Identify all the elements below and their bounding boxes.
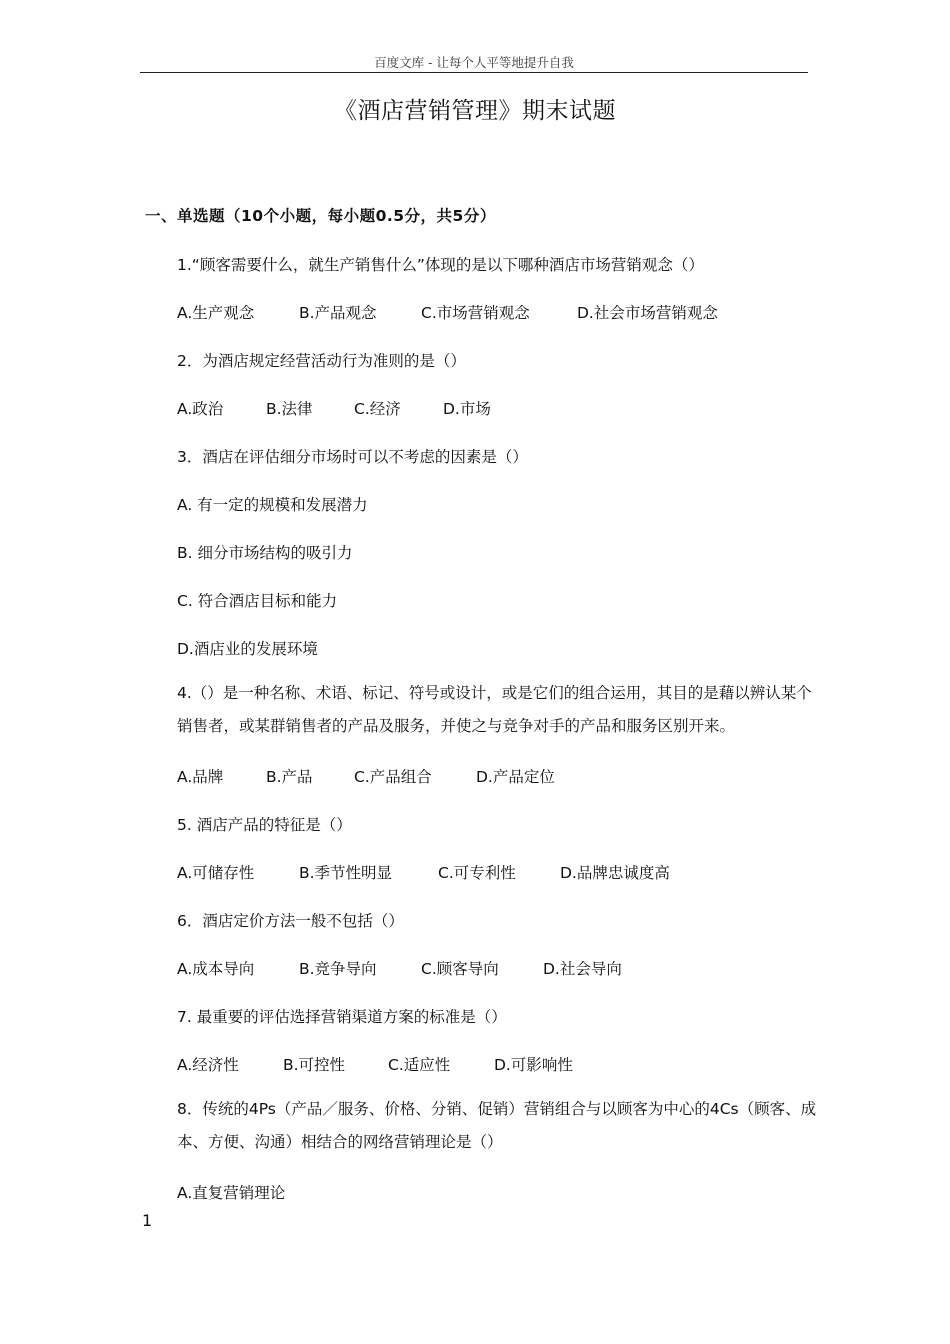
page-header: 百度文库 - 让每个人平等地提升自我	[140, 54, 808, 73]
question-4-options	[177, 765, 555, 787]
option-a: A.成本导向	[177, 960, 255, 978]
option-b: B.产品	[266, 768, 313, 786]
option-c: C.顾客导向	[421, 960, 499, 978]
option-d: D.市场	[443, 400, 491, 418]
question-3-option-c: C. 符合酒店目标和能力	[177, 592, 338, 610]
option-b: B.季节性明显	[299, 864, 393, 882]
option-a: A.可储存性	[177, 864, 255, 882]
question-7: 7. 最重要的评估选择营销渠道方案的标准是（）	[177, 1008, 507, 1026]
question-3-option-b: B. 细分市场结构的吸引力	[177, 544, 353, 562]
document-title: 《酒店营销管理》期末试题	[334, 98, 616, 124]
option-d: D.社会导向	[543, 960, 622, 978]
question-8-option-a: A.直复营销理论	[177, 1184, 286, 1202]
option-b: B.竞争导向	[299, 960, 377, 978]
question-6-options	[177, 957, 622, 979]
option-d: D.产品定位	[476, 768, 555, 786]
option-b: B.可控性	[283, 1056, 346, 1074]
question-1: 1.“顾客需要什么，就生产销售什么”体现的是以下哪种酒店市场营销观念（）	[177, 256, 704, 274]
question-3-option-a: A. 有一定的规模和发展潜力	[177, 496, 368, 514]
question-2-options	[177, 397, 491, 419]
option-c: C.产品组合	[354, 768, 432, 786]
option-b: B.法律	[266, 400, 313, 418]
question-8: 8．传统的4Ps（产品／服务、价格、分销、促销）营销组合与以顾客为中心的4Cs（顾客、成本、方便、沟通）相结合的网络营销理论是（）	[177, 1100, 817, 1151]
option-a: A.政治	[177, 400, 224, 418]
option-a: A.经济性	[177, 1056, 239, 1074]
question-3: 3．酒店在评估细分市场时可以不考虑的因素是（）	[177, 448, 528, 466]
section-heading: 一、单选题（10个小题，每小题0.5分，共5分）	[145, 207, 496, 225]
question-5: 5. 酒店产品的特征是（）	[177, 816, 352, 834]
option-d: D.品牌忠诚度高	[560, 864, 670, 882]
question-6: 6．酒店定价方法一般不包括（）	[177, 912, 404, 930]
option-c: C.市场营销观念	[421, 304, 530, 322]
option-a: A.生产观念	[177, 304, 255, 322]
option-a: A.品牌	[177, 768, 224, 786]
option-d: D.社会市场营销观念	[577, 304, 718, 322]
question-1-options	[177, 301, 718, 323]
page-number: 1	[142, 1211, 153, 1230]
option-d: D.可影响性	[494, 1056, 573, 1074]
option-c: C.经济	[354, 400, 401, 418]
question-3-option-d: D.酒店业的发展环境	[177, 640, 318, 658]
option-c: C.可专利性	[438, 864, 516, 882]
option-c: C.适应性	[388, 1056, 451, 1074]
question-5-options	[177, 861, 670, 883]
question-7-options	[177, 1053, 573, 1075]
question-4: 4.（）是一种名称、术语、标记、符号或设计，或是它们的组合运用，其目的是藉以辨认某个销售者，或某群销售者的产品及服务，并使之与竞争对手的产品和服务区别开来。	[177, 684, 812, 735]
question-2: 2．为酒店规定经营活动行为准则的是（）	[177, 352, 466, 370]
option-b: B.产品观念	[299, 304, 377, 322]
